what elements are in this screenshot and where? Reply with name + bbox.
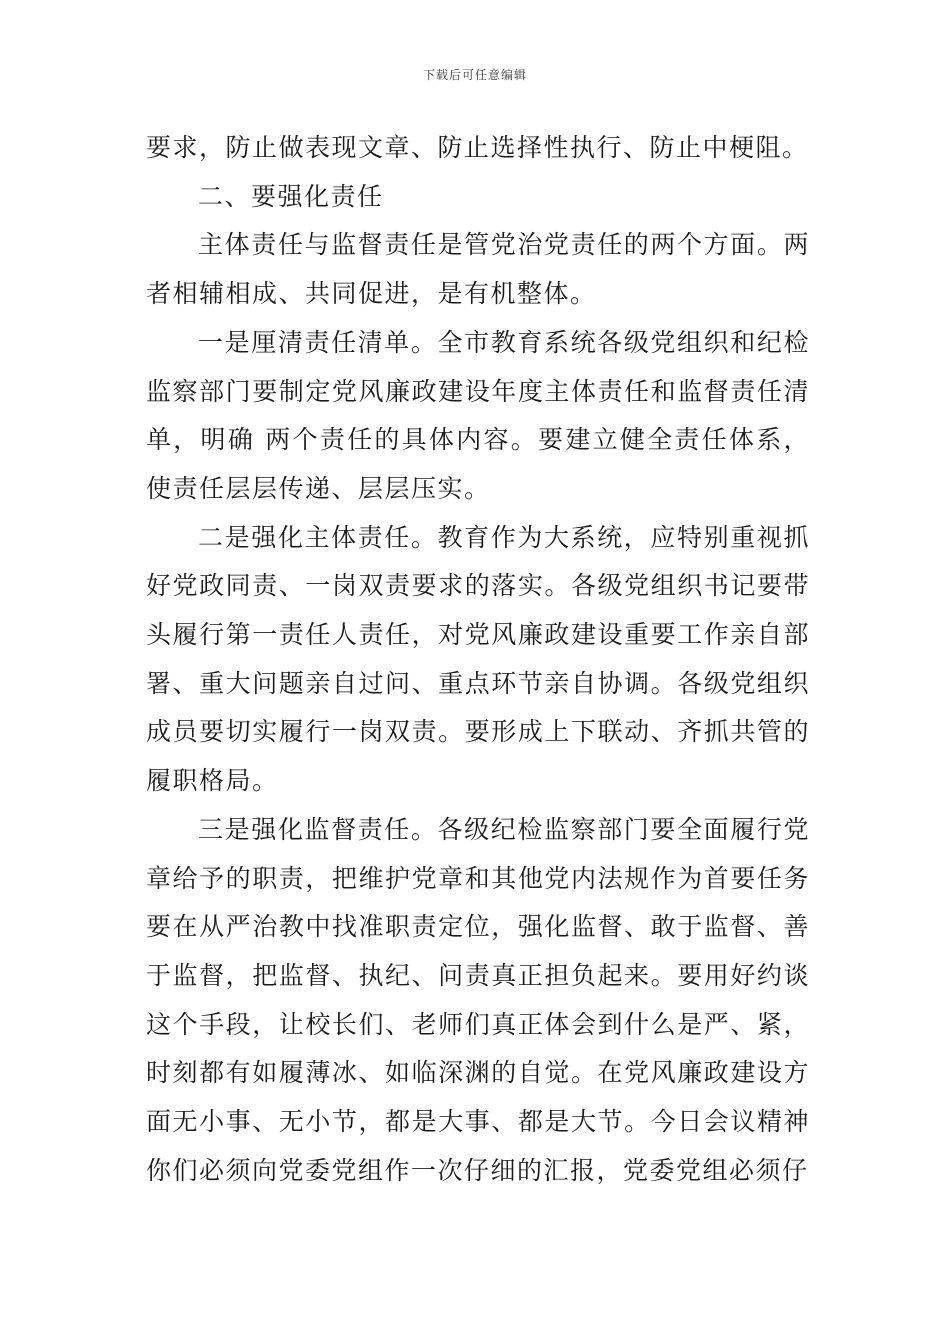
paragraph-item-3: 三是强化监督责任。各级纪检监察部门要全面履行党章给予的职责，把维护党章和其他党内法规作为首要任务要在从严治教中找准职责定位，强化监督、敢于监督、善于监督，把监督、执纪、问责真正担负起来。要用好约谈这个手段，让校长们、老师们真正体会到什么是严、紧，时刻都有如履薄冰、如临深渊的自觉。在党风廉政建设方面无小事、无小节，都是大事、都是大节。今日会议精神你们必须向党委党组作一次仔细的汇报，党委党组必须仔	[146, 814, 810, 1185]
header-caption: 下载后可任意编辑	[422, 68, 527, 82]
page-header	[0, 66, 950, 83]
paragraph-item-1: 一是厘清责任清单。全市教育系统各级党组织和纪检监察部门要制定党风廉政建设年度主体责任和监督责任清单，明确 两个责任的具体内容。要建立健全责任体系，使责任层层传递、层层压实。	[146, 327, 810, 503]
section-heading: 二、要强化责任	[198, 181, 384, 211]
paragraph-intro: 主体责任与监督责任是管党治党责任的两个方面。两者相辅相成、共同促进，是有机整体。	[146, 230, 810, 309]
document-body	[146, 124, 810, 1195]
paragraph-continuation: 要求，防止做表现文章、防止选择性执行、防止中梗阻。	[146, 133, 809, 162]
paragraph-item-2: 二是强化主体责任。教育作为大系统，应特别重视抓好党政同责、一岗双责要求的落实。各级党组织书记要带头履行第一责任人责任，对党风廉政建设重要工作亲自部署、重大问题亲自过问、重点环节亲自协调。各级党组织成员要切实履行一岗双责。要形成上下联动、齐抓共管的履职格局。	[146, 522, 810, 796]
